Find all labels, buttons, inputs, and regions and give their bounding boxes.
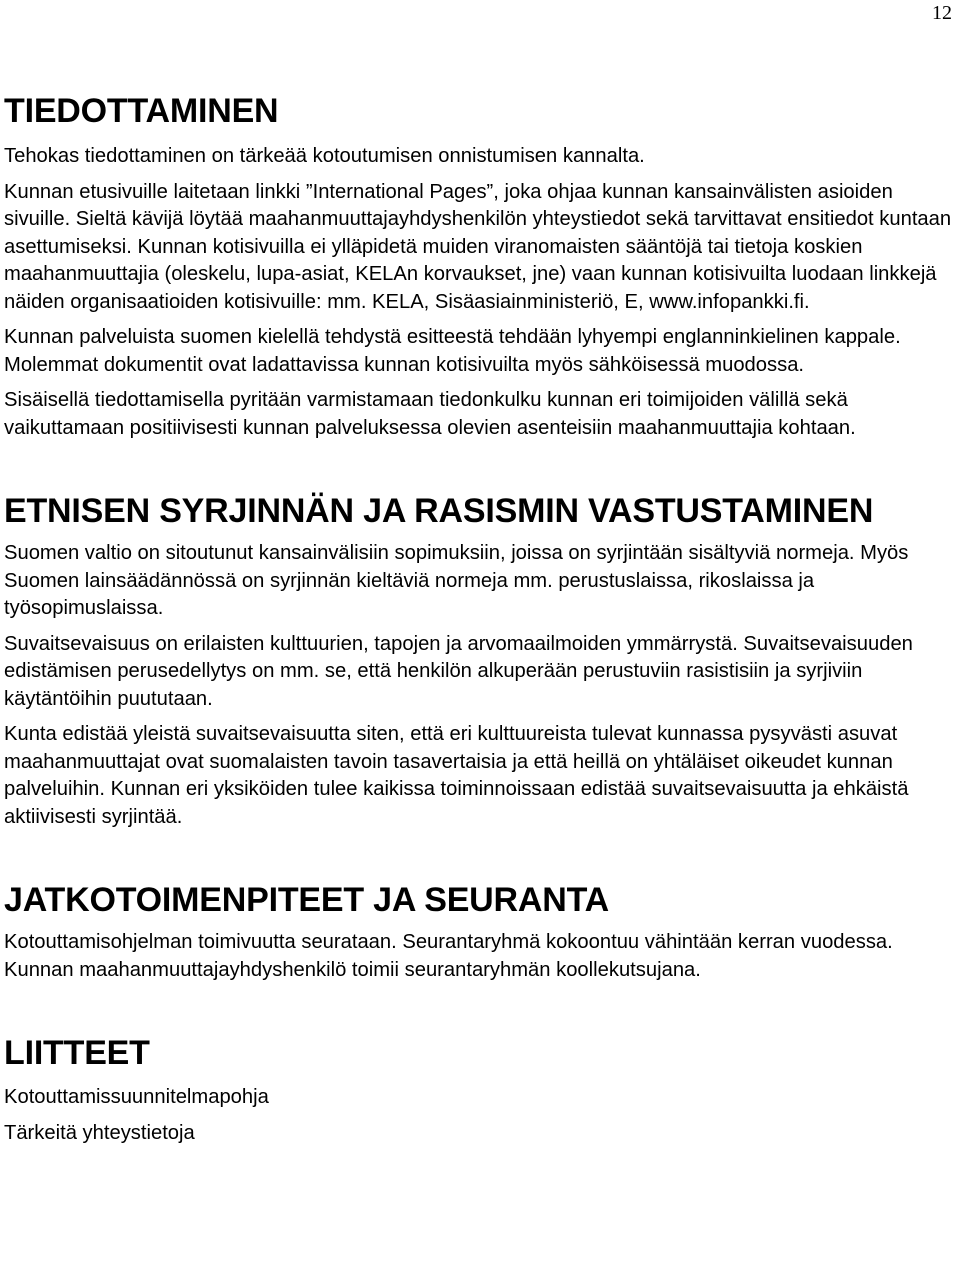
section-heading-liitteet: LIITTEET: [4, 1034, 150, 1072]
paragraph: Tehokas tiedottaminen on tärkeää kotoutumisen onnistumisen kannalta.: [4, 145, 645, 167]
paragraph: Kunta edistää yleistä suvaitsevaisuutta siten, että eri kulttuureista tulevat kunnassa pysyvästi asuvat maahanmuuttajat ovat suomalaisten tavoin tasavertaisia ja että heillä on yhtäläiset oikeudet kunnan palveluihin. Kunnan eri yksiköiden tulee kaikissa toiminnoissaan edistää suvaitsevaisuutta ja ehkäistä aktiivisesti syrjintää.: [4, 723, 909, 828]
list-item: Tärkeitä yhteystietoja: [4, 1121, 195, 1144]
paragraph: Kunnan palveluista suomen kielellä tehdystä esitteestä tehdään lyhyempi englanninkielinen kappale. Molemmat dokumentit ovat ladattavissa kunnan kotisivuilta myös sähköisessä muodossa.: [4, 326, 901, 376]
section-heading-jatkotoimenpiteet: JATKOTOIMENPITEET JA SEURANTA: [4, 881, 609, 919]
paragraph: Kotouttamisohjelman toimivuutta seurataan. Seurantaryhmä kokoontuu vähintään kerran vuodessa. Kunnan maahanmuuttajayhdyshenkilö toimii seurantaryhmän koollekutsujana.: [4, 931, 893, 981]
paragraph: Suvaitsevaisuus on erilaisten kulttuurien, tapojen ja arvomaailmoiden ymmärrystä. Suvaitsevaisuuden edistämisen perusedellytys on mm. se, että henkilön alkuperään perustuviin rasistisiin ja syrjiviin käytäntöihin puututaan.: [4, 632, 913, 710]
paragraph: Kunnan etusivuille laitetaan linkki ”International Pages”, joka ohjaa kunnan kansainvälisten asioiden sivuille. Sieltä kävijä löytää maahanmuuttajayhdyshenkilön yhteystiedot sekä tarvittavat ensitiedot kuntaan asettumiseksi. Kunnan kotisivuilla ei ylläpidetä muiden viranomaisten sääntöjä tai tietoja koskien maahanmuuttajia (oleskelu, lupa-asiat, KELAn korvaukset, jne) vaan kunnan kotisivuilta luodaan linkkejä näiden organisaatioiden kotisivuille: mm. KELA, Sisäasiainministeriö, E, www.infopankki.fi.: [4, 180, 952, 313]
paragraph: Suomen valtio on sitoutunut kansainvälisiin sopimuksiin, joissa on syrjintään sisältyviä normeja. Myös Suomen lainsäädännössä on syrjinnän kieltäviä normeja mm. perustuslaissa, rikoslaissa ja työsopimuslaissa.: [4, 542, 909, 619]
section-heading-etninen-syrjinta: ETNISEN SYRJINNÄN JA RASISMIN VASTUSTAMINEN: [4, 492, 874, 530]
section-heading-tiedottaminen: TIEDOTTAMINEN: [4, 92, 279, 130]
list-item: Kotouttamissuunnitelmapohja: [4, 1086, 269, 1108]
document-body: [4, 88, 954, 1147]
paragraph: Sisäisellä tiedottamisella pyritään varmistamaan tiedonkulku kunnan eri toimijoiden välillä sekä vaikuttamaan positiivisesti kunnan palveluksessa olevien asenteisiin maahanmuuttajia kohtaan.: [4, 389, 856, 439]
page-number: 12: [932, 2, 952, 24]
